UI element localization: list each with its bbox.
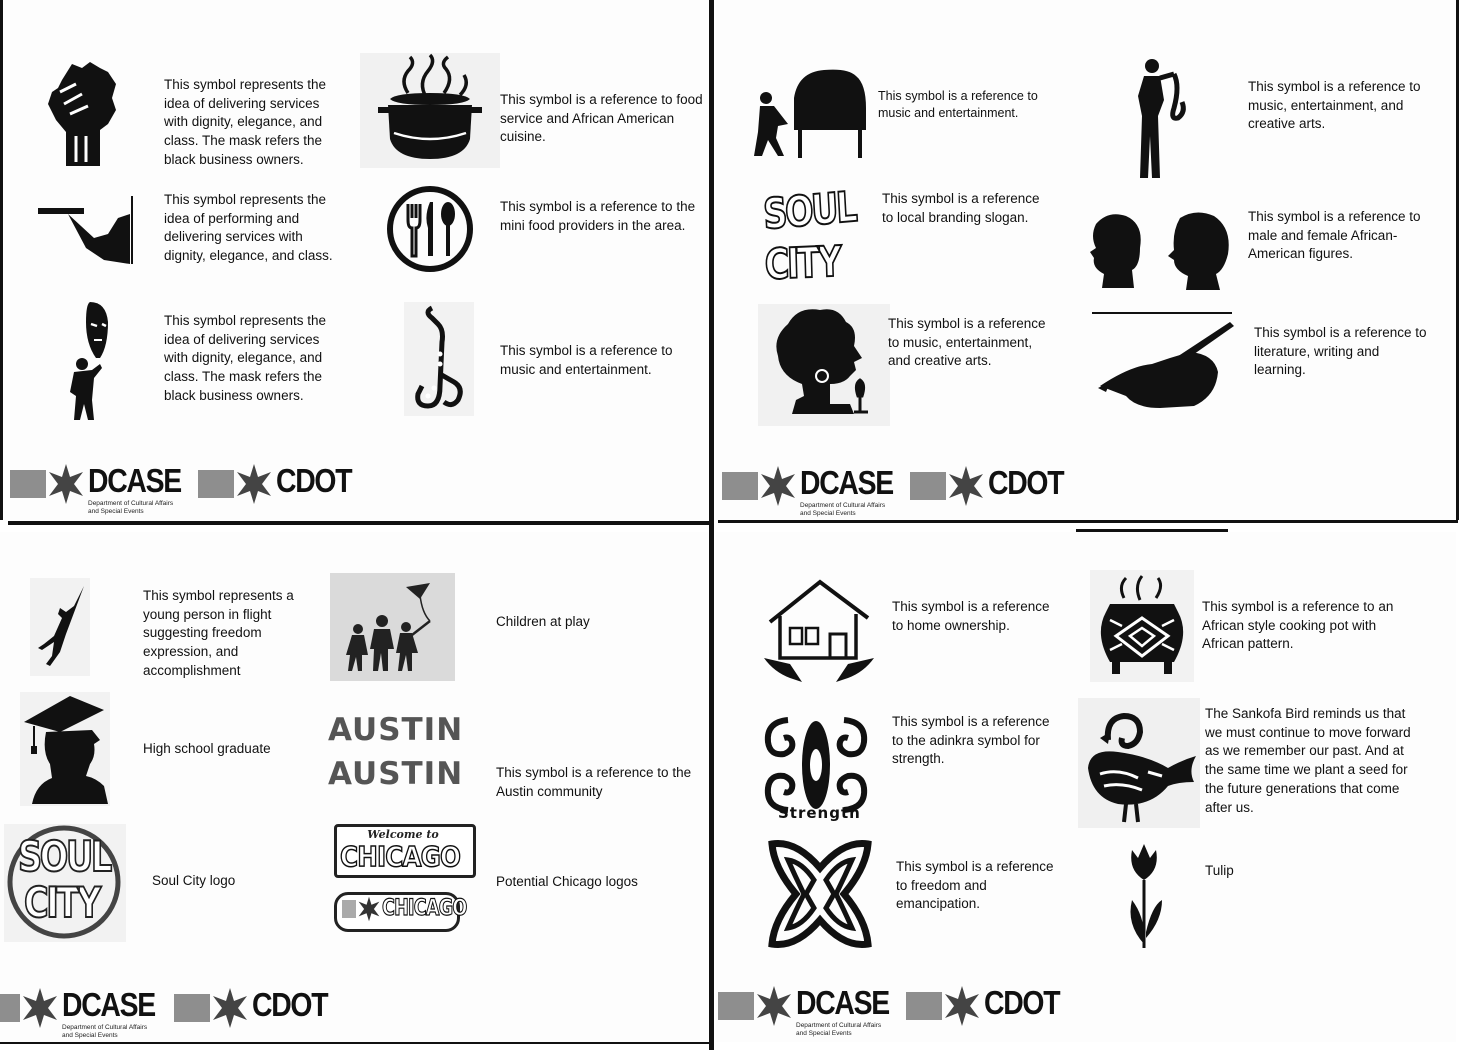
cdot-logo	[906, 986, 1066, 1036]
raised-fist-icon	[42, 58, 122, 168]
dcase-logo	[10, 464, 190, 514]
item-text: This symbol is a reference to music and entertainment.	[878, 89, 1038, 120]
cdot-logo	[910, 466, 1070, 516]
item-text: The Sankofa Bird reminds us that we must continue to move forward as we remember our past. And at the same time we plant a seed for the future generations that come after us.	[1205, 706, 1411, 815]
item-text: This symbol is a reference to music, entertainment, and creative arts.	[1248, 79, 1421, 132]
piano-player-icon	[748, 68, 872, 160]
house-hands-icon	[760, 578, 878, 684]
item-text: Potential Chicago logos	[496, 874, 638, 889]
cdot-name: CDOT	[252, 986, 328, 1023]
horizontal-divider-right	[718, 520, 1458, 523]
item-text: This symbol is a reference to the adinkra symbol for strength.	[892, 714, 1050, 767]
item-text: This symbol represents the idea of performing and delivering services with dignity, elegance, and class.	[164, 192, 333, 264]
sankofa-bird-icon	[1078, 698, 1200, 828]
chicago-star-icon	[756, 986, 792, 1026]
cdot-name: CDOT	[276, 462, 352, 499]
hand-writing-icon	[1090, 312, 1234, 416]
panel-top-right	[716, 0, 1456, 520]
logo-square	[174, 994, 210, 1022]
strength-label: Strength	[778, 804, 861, 822]
cdot-logo	[198, 464, 358, 514]
item-text: This symbol is a reference to male and female African-American figures.	[1248, 209, 1421, 262]
plate-utensils-icon	[384, 182, 476, 276]
saxophone-icon	[404, 302, 474, 416]
item-text: This symbol is a reference to local branding slogan.	[882, 191, 1040, 225]
dcase-logo	[722, 466, 902, 516]
serving-tray-hand-icon	[38, 194, 134, 266]
dcase-name: DCASE	[62, 986, 155, 1023]
flying-person-icon	[30, 578, 90, 676]
chicago-star-icon	[358, 896, 380, 922]
item-text: This symbol is a reference to food service and African American cuisine.	[500, 92, 703, 145]
item-text: This symbol is a reference to literature, writing and learning.	[1254, 325, 1427, 378]
logo-square	[718, 992, 754, 1020]
item-text: Children at play	[496, 614, 590, 629]
tulip-icon	[1122, 840, 1168, 952]
cdot-name: CDOT	[988, 464, 1064, 501]
vertical-divider	[709, 0, 714, 1050]
mask-figure-icon	[64, 300, 124, 422]
item-text: This symbol is a reference to music, entertainment, and creative arts.	[888, 316, 1046, 369]
steaming-pot-icon	[360, 53, 500, 168]
item-text: This symbol is a reference to an African style cooking pot with African pattern.	[1202, 599, 1394, 652]
item-text: High school graduate	[143, 741, 271, 756]
dcase-name: DCASE	[796, 984, 889, 1021]
logo-square	[722, 472, 758, 500]
chicago-star-icon	[212, 988, 248, 1028]
child-profiles-icon	[1088, 208, 1232, 292]
chicago-star-icon	[236, 464, 272, 504]
cdot-name: CDOT	[984, 984, 1060, 1021]
dcase-subtitle: Department of Cultural Affairs and Special Events	[800, 502, 886, 517]
panel-top-left	[4, 0, 708, 520]
soul-city-logo-icon: SOUL CITY	[4, 824, 126, 942]
item-text: This symbol represents the idea of delivering services with dignity, elegance, and class. The mask refers the black business owners.	[164, 77, 327, 167]
freedom-symbol-icon	[766, 838, 874, 950]
dcase-logo	[0, 988, 164, 1038]
adinkra-strength-icon	[762, 704, 870, 826]
panel-left-edge	[0, 0, 3, 520]
logo-square	[906, 992, 942, 1020]
graduate-silhouette-icon	[20, 692, 110, 806]
patterned-pot-icon	[1090, 570, 1194, 682]
item-text: This symbol is a reference to freedom and emancipation.	[896, 859, 1054, 912]
chicago-star-icon	[944, 986, 980, 1026]
dcase-subtitle: Department of Cultural Affairs and Special Events	[796, 1022, 882, 1037]
item-text: This symbol is a reference to the Austin community	[496, 765, 692, 799]
panel-bottom-left	[0, 532, 708, 1042]
saxophone-player-icon	[1130, 56, 1190, 184]
dcase-name: DCASE	[800, 464, 893, 501]
soul-city-icon: SOUL CITY	[762, 181, 857, 289]
item-text: This symbol is a reference to the mini food providers in the area.	[500, 199, 696, 233]
chicago-star-icon	[760, 466, 796, 506]
austin-wordmark-icon: AUSTIN AUSTIN	[328, 712, 464, 792]
cdot-logo	[174, 988, 334, 1038]
logo-square	[10, 470, 46, 498]
dcase-name: DCASE	[88, 462, 181, 499]
logo-square	[198, 470, 234, 498]
item-text: Soul City logo	[152, 873, 236, 888]
dcase-subtitle: Department of Cultural Affairs and Special Events	[62, 1024, 148, 1039]
chicago-badge-square	[342, 900, 356, 918]
dcase-subtitle: Department of Cultural Affairs and Special Events	[88, 500, 174, 515]
chicago-star-icon	[48, 464, 84, 504]
logo-square	[910, 472, 946, 500]
item-text: This symbol represents the idea of delivering services with dignity, elegance, and class. The mask refers the black business owners.	[164, 313, 327, 403]
item-text: This symbol is a reference to home ownership.	[892, 599, 1050, 633]
panel-right-edge	[1456, 0, 1459, 520]
afro-woman-profile-icon	[758, 304, 890, 426]
bottom-divider-left	[0, 1042, 710, 1044]
chicago-star-icon	[22, 988, 58, 1028]
chicago-logos-icon: Welcome to CHICAGO CHICAGO	[332, 824, 474, 934]
chicago-star-icon	[948, 466, 984, 506]
horizontal-divider-left	[8, 521, 710, 525]
dcase-logo	[718, 986, 898, 1036]
children-kite-icon	[330, 573, 455, 681]
item-text: Tulip	[1205, 863, 1234, 878]
logo-square	[0, 994, 20, 1022]
item-text: This symbol is a reference to music and entertainment.	[500, 343, 673, 377]
panel-bottom-right	[716, 532, 1456, 1042]
item-text: This symbol represents a young person in flight suggesting freedom expression, and accomplishment	[143, 588, 294, 678]
